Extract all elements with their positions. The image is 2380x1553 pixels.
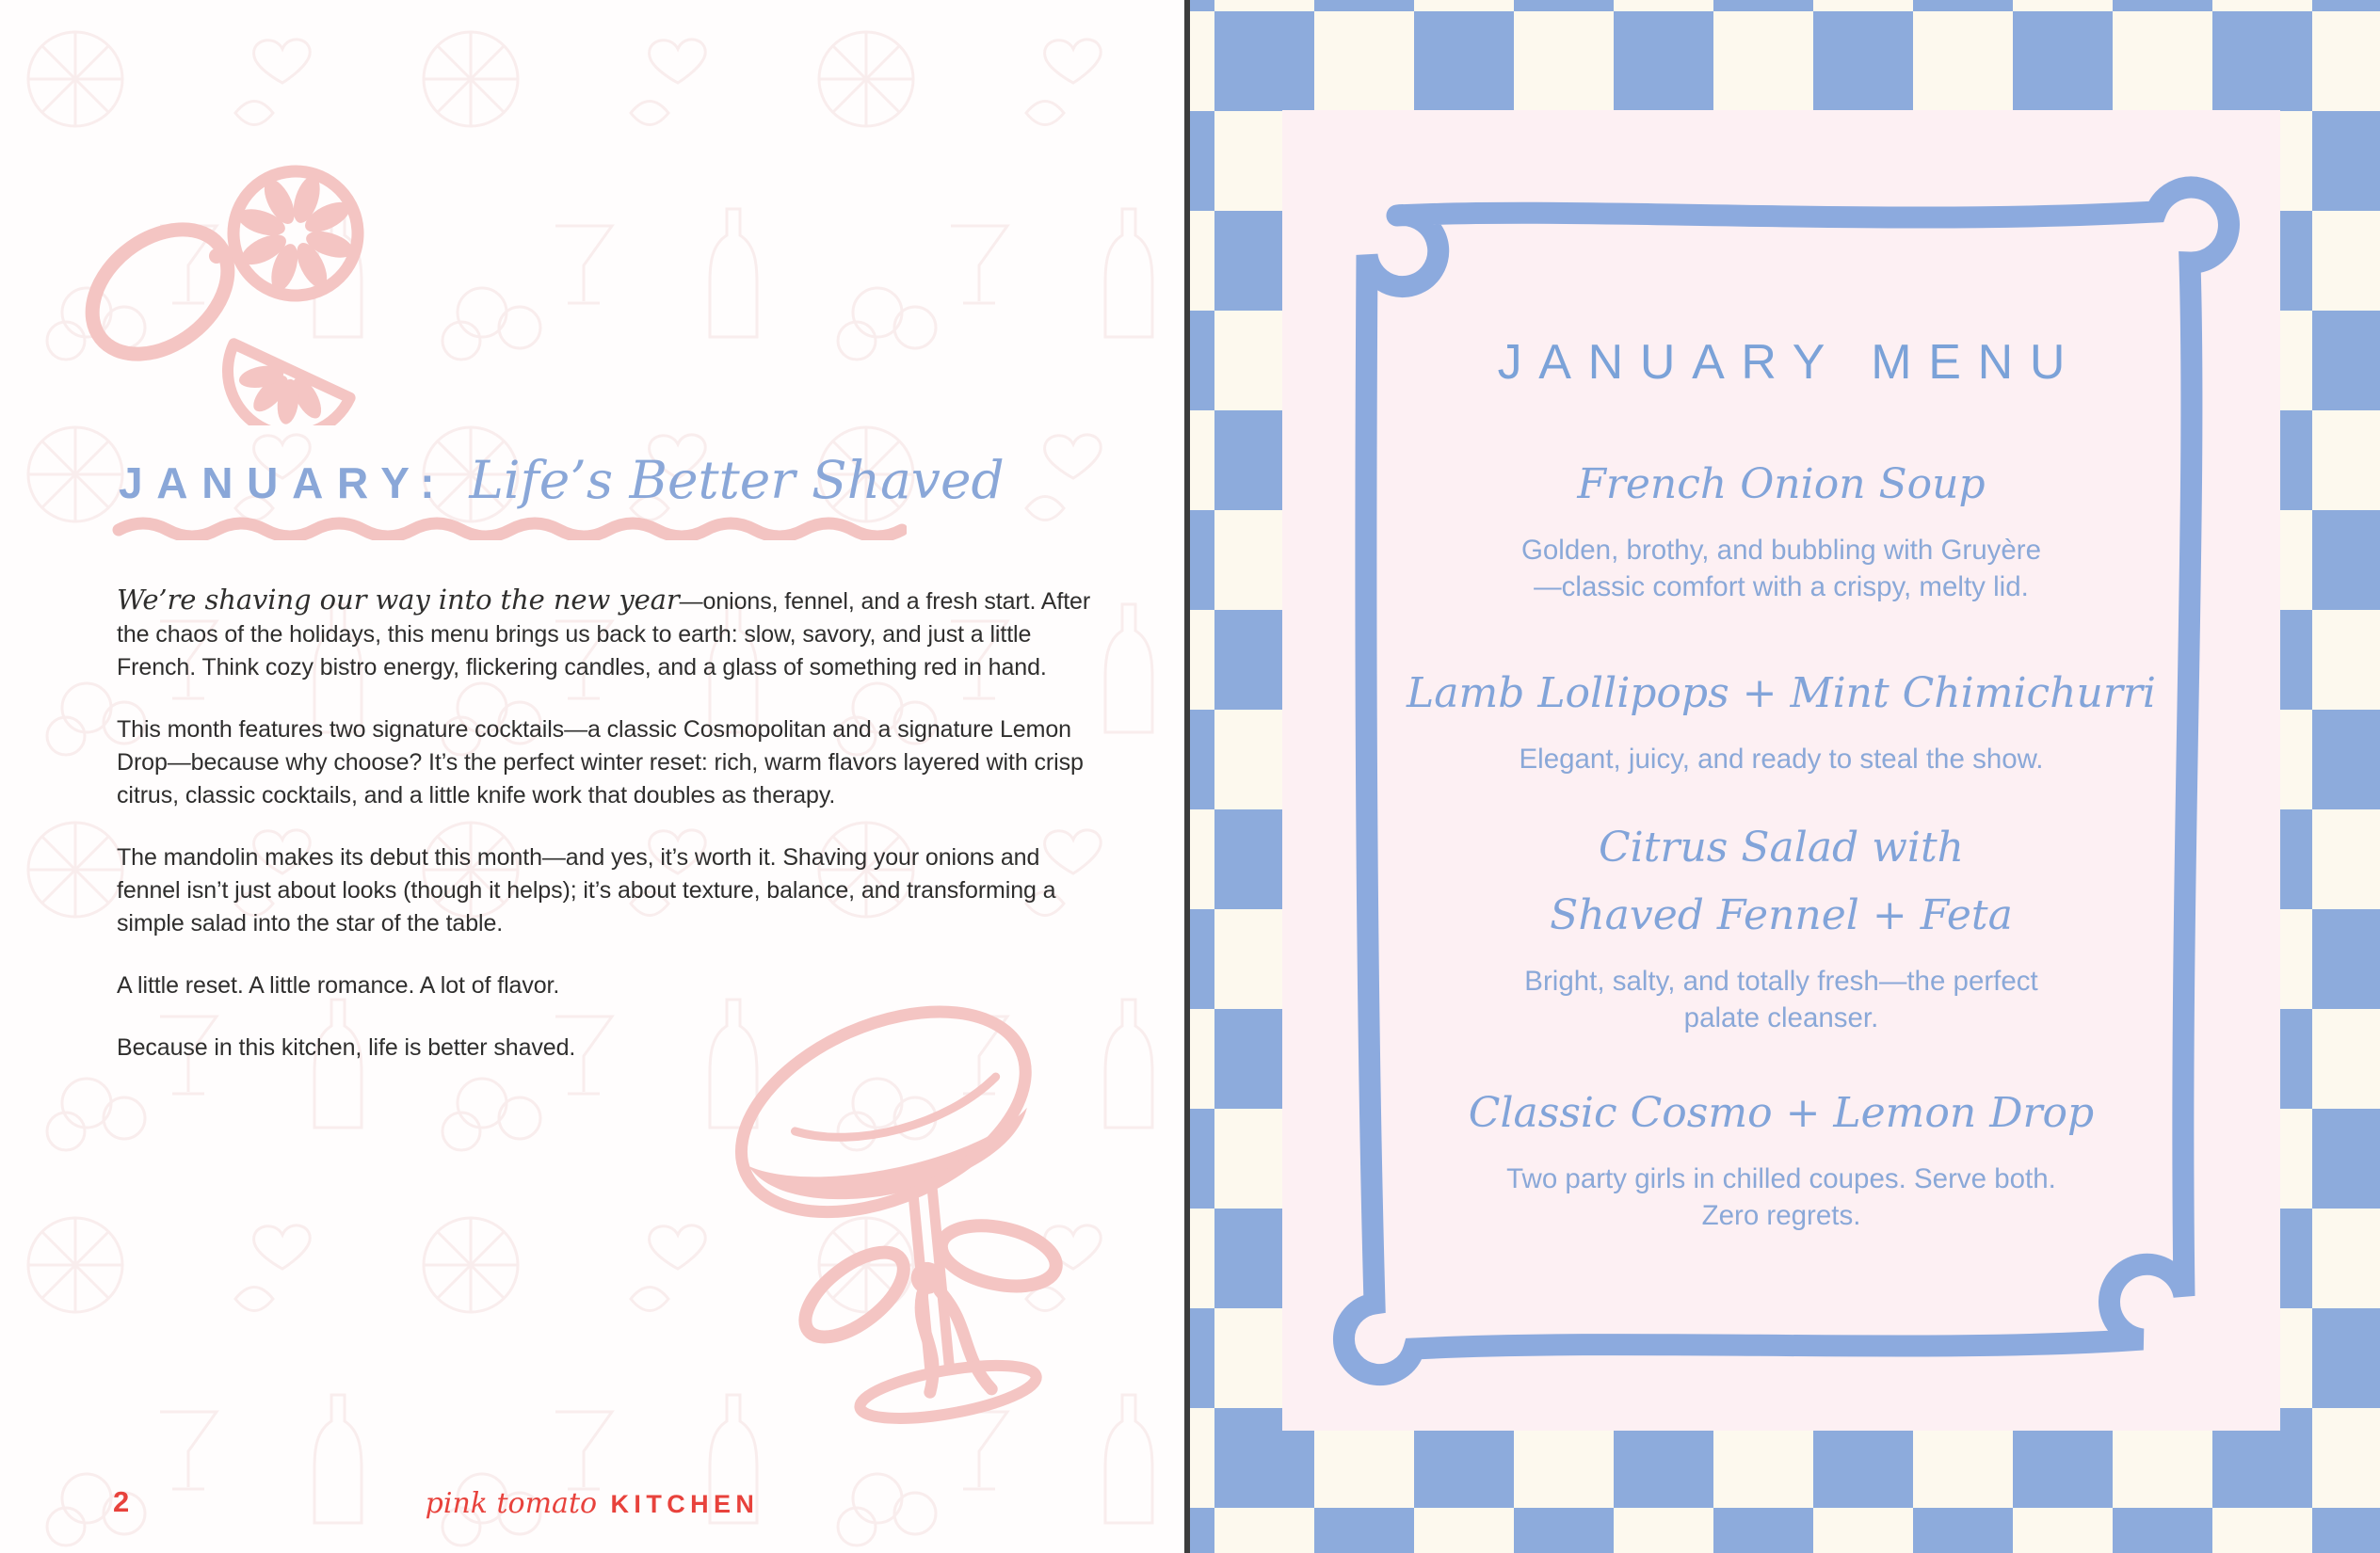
intro-paragraph-text: This month features two signature cocktails—a classic Cosmopolitan and a signature Lemon Drop—because why choose? It’s the perfect winter reset: rich, warm flavors layered with crisp citrus, classic cocktails, and a little knife work that doubles as therapy. [117,716,1084,809]
left-page-content [0,0,1184,1553]
menu-title: JANUARY MENU [1497,335,2082,390]
menu-item-desc-line: Bright, salty, and totally fresh—the perfect [1524,966,2038,997]
menu-item-desc-line: Golden, brothy, and bubbling with Gruyère [1520,535,2042,566]
brand-caps: KITCHEN [610,1490,760,1518]
intro-paragraph [117,969,1100,1002]
intro-paragraph [117,584,1100,684]
left-page [0,0,1184,1553]
right-page-checkerboard [1190,0,2380,1553]
intro-paragraph-text: A little reset. A little romance. A lot of flavor. [117,972,560,999]
intro-paragraph [117,713,1100,812]
menu-item-desc [1339,1161,2224,1234]
menu-item [1339,1080,2224,1234]
intro-paragraph-text: —onions, fennel, and a fresh start. After the chaos of the holidays, this menu brings us back to earth: slow, savory, and just a little French. Think cozy bistro energy, flickering candles, and a glass of something red in hand. [117,588,1091,680]
chapter-title [119,450,1005,510]
menu-item [1339,451,2224,605]
menu-item-name-line: Shaved Fennel + Feta [1550,891,2013,939]
menu-item-name: Classic Cosmo + Lemon Drop [1468,1089,2095,1137]
menu-item-desc [1339,963,2224,1036]
menu-item-desc [1339,532,2224,605]
chapter-title-month: JANUARY: [119,458,449,507]
brand-footer [0,1487,1184,1520]
menu-item-desc-line: Two party girls in chilled coupes. Serve both. [1506,1163,2056,1194]
menu-item-desc-line: Elegant, juicy, and ready to steal the show. [1519,744,2044,775]
menu-item-desc-line: Zero regrets. [1701,1200,1861,1231]
menu-item-name: French Onion Soup [1577,460,1986,508]
intro-paragraph-text: Because in this kitchen, life is better shaved. [117,1034,576,1061]
intro-paragraph-lead: We’re shaving our way into the new year [117,584,680,616]
menu-item-desc-line: —classic comfort with a crispy, melty lid. [1534,571,2029,602]
intro-paragraph [117,841,1100,940]
menu-item [1339,660,2224,777]
squiggle-underline [111,514,907,540]
chapter-title-script: Life’s Better Shaved [469,450,1005,510]
menu-item-name-line: Citrus Salad with [1599,824,1964,872]
menu-item-desc [1339,741,2224,777]
menu-item-name: Lamb Lollipops + Mint Chimichurri [1407,669,2156,717]
brand-script: pink tomato [425,1487,598,1520]
intro-paragraph-text: The mandolin makes its debut this month—and yes, it’s worth it. Shaving your onions and fennel isn’t just about looks (though it helps); it’s about texture, balance, and transforming a simple salad into the star of the table. [117,844,1056,937]
page-number: 2 [113,1485,130,1518]
menu-item-desc-line: palate cleanser. [1683,1002,1879,1033]
citrus-illustration [73,143,398,425]
menu-item-name [1339,814,2224,950]
menu-card [1282,110,2280,1431]
menu-item [1339,814,2224,1036]
coupe-glass-illustration [717,1000,1103,1433]
